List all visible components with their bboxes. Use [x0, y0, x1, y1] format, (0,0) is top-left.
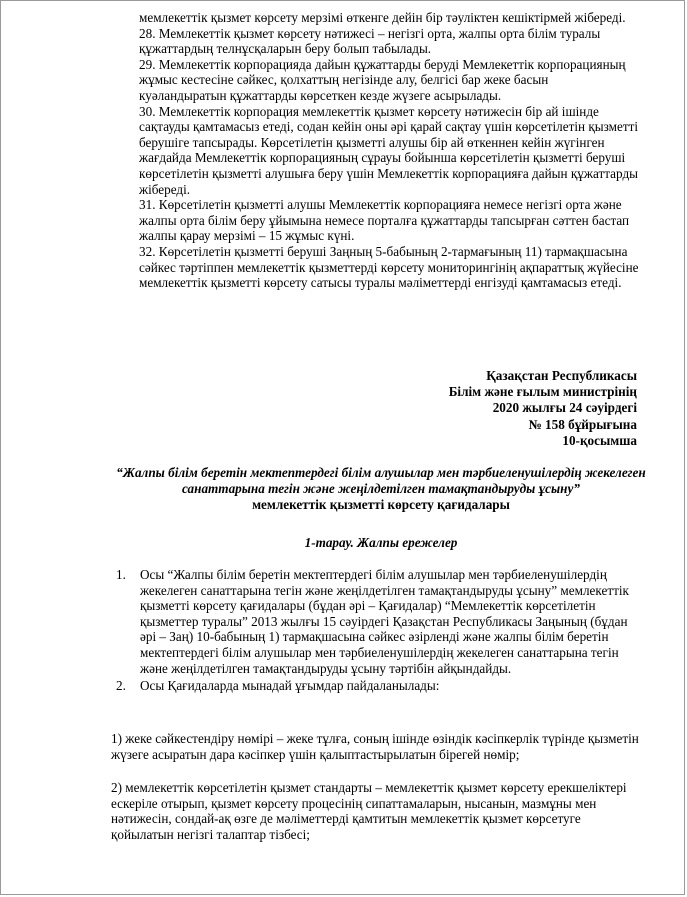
paragraph-27-end: мемлекеттік қызмет көрсету мерзімі өткенге дейін бір тəуліктен кешіктірмей жібереді.	[139, 10, 626, 25]
paragraph-29: 29. Мемлекеттік корпорацияда дайын құжаттарды беруді Мемлекеттік корпорацияның жұмыс кестесіне сəйкес, қолхаттың негізінде алу, белгісі бар жеке басын куəландыратын құжаттарды көрсеткен кезде жүзеге асырылады.	[139, 56, 626, 103]
signature-line-4: № 158 бұйрығына	[528, 416, 637, 432]
signature-line-5: 10-қосымша	[562, 432, 637, 448]
signature-line-3: 2020 жылғы 24 сəуірдегі	[492, 400, 637, 416]
signature-line-2: Білім жəне ғылым министрінің	[448, 384, 637, 400]
rules-title-line-1: “Жалпы білім беретін мектептердегі білім алушылар мен тəрбиеленушілердің жекелеген санаттарына тегін жəне жеңілдетілген тамақтандыруды ұсыну”	[116, 465, 646, 496]
rules-title	[101, 465, 661, 513]
paragraph-30: 30. Мемлекеттік корпорация мемлекеттік қызмет көрсету нəтижесін бір ай ішінде сақтауды қамтамасыз етеді, содан кейін оны əрі қарай сақтау үшін көрсетілетін қызметті берушіге тапсырады. Көрсетілетін қызметті алушы бір ай өткеннен кейін жүгінген жағдайда Мемлекеттік корпорацияның сұрауы бойынша көрсетілетін қызметті беруші көрсетілетін қызметті алушыға беру үшін Мемлекеттік корпорацияға дайын құжаттарды жібереді.	[139, 103, 639, 197]
list-item-number: 1.	[116, 567, 126, 582]
list-item-text: Осы Қағидаларда мынадай ұғымдар пайдаланылады:	[140, 678, 440, 694]
paragraph-31: 31. Көрсетілетін қызметті алушы Мемлекеттік корпорацияға немесе негізгі орта жəне жалпы орта білім беру ұйымына немесе порталға құжаттарды тапсырған сəттен бастап жалпы қарау мерзімі – 15 жұмыс күні.	[139, 197, 630, 244]
definition-1: 1) жеке сəйкестендіру нөмірі – жеке тұлға, соның ішінде өзіндік кəсіпкерлік түрінде қызметін жүзеге асыратын дара кəсіпкер үшін қалыптастырылатын бірегей нөмір;	[111, 731, 639, 762]
numbered-list	[116, 567, 640, 696]
paragraph-28: 28. Мемлекеттік қызмет көрсету нəтижесі – негізгі орта, жалпы орта білім туралы құжаттардың телнұсқаларын беру болып табылады.	[139, 25, 601, 57]
top-text-block	[139, 10, 639, 291]
appendix-signature	[449, 368, 637, 449]
paragraph-32: 32. Көрсетілетін қызметті беруші Заңның 5-бабының 2-тармағының 11) тармақшасына сəйкес тəртіппен мемлекеттік қызметтерді көрсету мониторингінің ақпараттық жүйесіне мемлекеттік қызметті көрсету сатысы туралы мəліметтерді енгізуді қамтамасыз етеді.	[139, 243, 639, 291]
rules-title-line-2: мемлекеттік қызметті көрсету қағидалары	[252, 497, 510, 512]
signature-line-1: Қазақстан Республикасы	[486, 368, 637, 383]
list-item	[116, 567, 640, 676]
list-item-text: Осы “Жалпы білім беретін мектептердегі білім алушылар мен тəрбиеленушілердің жекелеген санаттарына тегін жəне жеңілдетілген тамақтандыруды ұсыну” мемлекеттік қызметті көрсету қағидалары (бұдан əрі – Қағидалар) “Мемлекеттік көрсетілетін қызметтер туралы” 2013 жылғы 15 сəуірдегі Қазақстан Республикасы Заңының (бұдан əрі – Заң) 10-бабының 1) тармақшасына сəйкес əзірленді жəне жалпы білім беретін мектептердегі білім алушылар мен тəрбиеленушілердің жекелеген санаттарына тегін жəне жеңілдетілген тамақтандыруды ұсыну тəртібін айқындайды.	[140, 567, 629, 676]
list-item-number: 2.	[116, 678, 126, 694]
chapter-title: 1-тарау. Жалпы ережелер	[304, 535, 458, 550]
definition-2: 2) мемлекеттік көрсетілетін қызмет стандарты – мемлекеттік қызмет көрсету ерекшеліктері ескеріле отырып, қызмет көрсету процесінің сипаттамаларын, нысанын, мазмұны мен нəтижесін, сондай-ақ өзге де мəліметтерді қамтитын мемлекеттік қызмет көрсетуге қойылатын негізгі талаптар тізбесі;	[111, 780, 627, 842]
list-item	[116, 678, 640, 694]
